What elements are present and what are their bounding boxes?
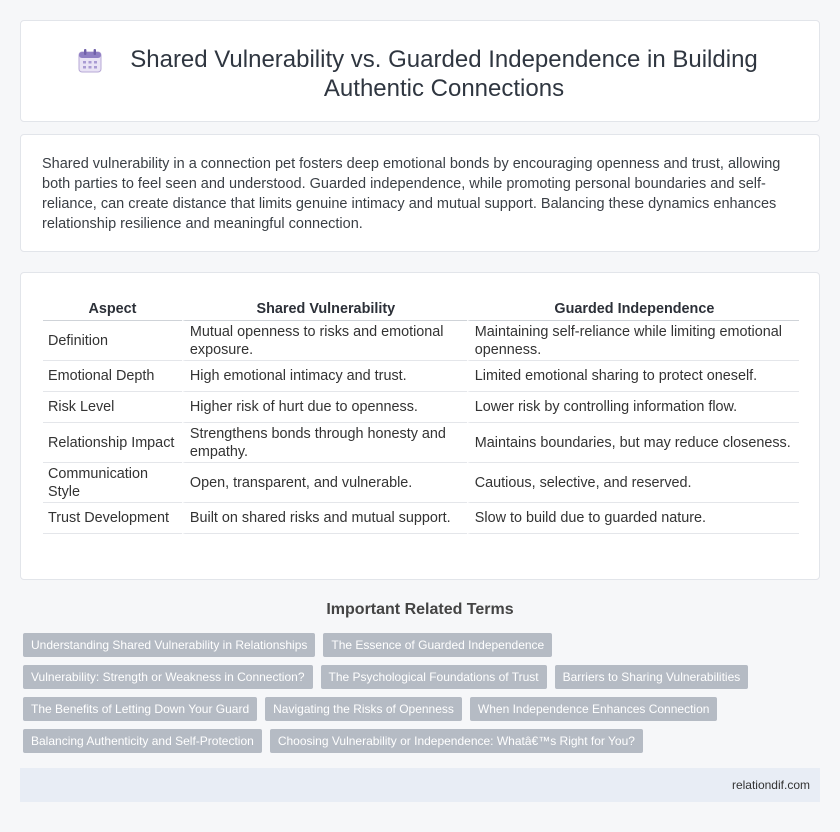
- table-row: [43, 423, 799, 463]
- column-header-aspect: Aspect: [43, 295, 182, 321]
- related-term-tag[interactable]: Understanding Shared Vulnerability in Relationships: [23, 633, 315, 657]
- table-cell: Maintains boundaries, but may reduce closeness.: [467, 423, 799, 463]
- table-row: [43, 361, 799, 392]
- table-row: [43, 321, 799, 361]
- footer: [20, 768, 820, 802]
- table-cell-aspect: Risk Level: [43, 392, 182, 423]
- related-term-tag[interactable]: Vulnerability: Strength or Weakness in Connection?: [23, 665, 313, 689]
- column-header-shared-vulnerability: Shared Vulnerability: [182, 295, 467, 321]
- table-cell: Slow to build due to guarded nature.: [467, 503, 799, 534]
- related-term-tag[interactable]: The Benefits of Letting Down Your Guard: [23, 697, 257, 721]
- page-title: Shared Vulnerability vs. Guarded Independence in Building Authentic Connections: [130, 46, 758, 102]
- related-term-tag[interactable]: The Essence of Guarded Independence: [323, 633, 552, 657]
- related-terms-tags: [23, 633, 823, 761]
- related-terms-title: Important Related Terms: [326, 601, 514, 618]
- table-row: [43, 503, 799, 534]
- table-cell-aspect: Trust Development: [43, 503, 182, 534]
- table-cell: Cautious, selective, and reserved.: [467, 463, 799, 503]
- related-term-tag[interactable]: When Independence Enhances Connection: [470, 697, 718, 721]
- table-cell-aspect: Relationship Impact: [43, 423, 182, 463]
- related-term-tag[interactable]: Navigating the Risks of Openness: [265, 697, 462, 721]
- table-row: [43, 392, 799, 423]
- table-cell-aspect: Definition: [43, 321, 182, 361]
- table-cell: Open, transparent, and vulnerable.: [182, 463, 467, 503]
- footer-site-link[interactable]: relationdif.com: [731, 778, 810, 792]
- column-header-guarded-independence: Guarded Independence: [467, 295, 799, 321]
- calendar-icon: [76, 47, 104, 75]
- table-cell-aspect: Emotional Depth: [43, 361, 182, 392]
- related-term-tag[interactable]: Choosing Vulnerability or Independence: Whatâ€™s Right for You?: [270, 729, 643, 753]
- related-term-tag[interactable]: Balancing Authenticity and Self-Protection: [23, 729, 262, 753]
- table-cell-aspect: Communication Style: [43, 463, 182, 503]
- intro-paragraph: Shared vulnerability in a connection pet fosters deep emotional bonds by encouraging openness and trust, allowing both parties to feel seen and understood. Guarded independence, while promoting personal boundaries and self-reliance, can create distance that limits genuine intimacy and mutual support. Balancing these dynamics enhances relationship resilience and meaningful connection.: [42, 156, 781, 232]
- comparison-table-card: [20, 272, 820, 580]
- intro-card: [20, 134, 820, 252]
- table-row: [43, 463, 799, 503]
- table-cell: Built on shared risks and mutual support.: [182, 503, 467, 534]
- related-term-tag[interactable]: The Psychological Foundations of Trust: [321, 665, 547, 689]
- header-card: [20, 20, 820, 122]
- table-cell: Maintaining self-reliance while limiting emotional openness.: [467, 321, 799, 361]
- table-cell: Mutual openness to risks and emotional exposure.: [182, 321, 467, 361]
- table-cell: Higher risk of hurt due to openness.: [182, 392, 467, 423]
- table-cell: Lower risk by controlling information flow.: [467, 392, 799, 423]
- related-term-tag[interactable]: Barriers to Sharing Vulnerabilities: [555, 665, 749, 689]
- table-header-row: [43, 295, 799, 321]
- table-cell: High emotional intimacy and trust.: [182, 361, 467, 392]
- table-cell: Limited emotional sharing to protect oneself.: [467, 361, 799, 392]
- comparison-table: [43, 295, 799, 534]
- table-cell: Strengthens bonds through honesty and empathy.: [182, 423, 467, 463]
